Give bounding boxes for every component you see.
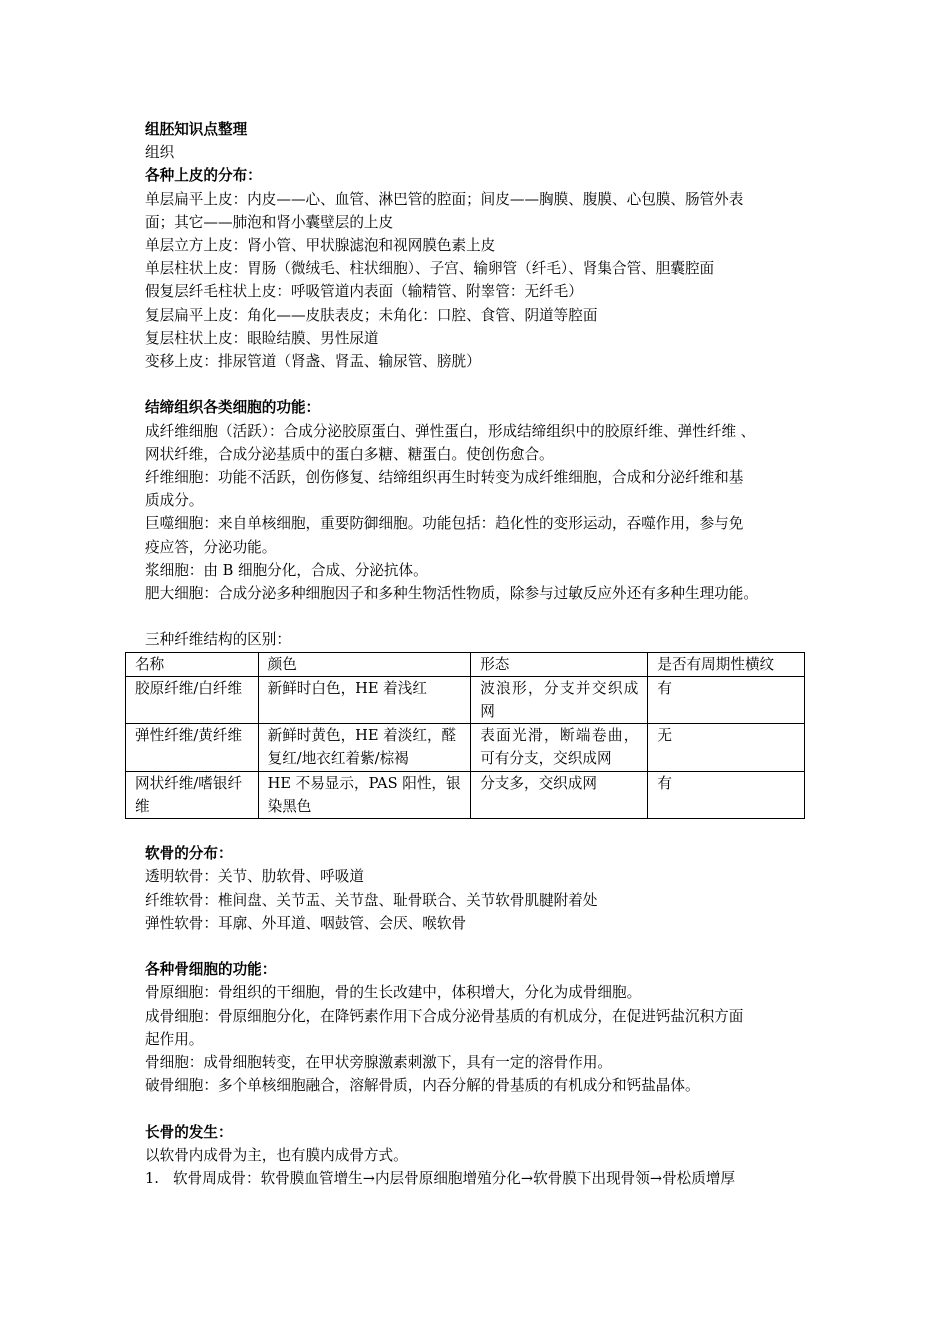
blank-line xyxy=(145,373,810,396)
table-cell: 表面光滑，断端卷曲，可有分支，交织成网 xyxy=(471,724,648,771)
table-header-cell: 颜色 xyxy=(258,652,471,676)
text-line: 纤维细胞：功能不活跃，创伤修复、结缔组织再生时转变为成纤维细胞，合成和分泌纤维和基 xyxy=(145,469,744,487)
document-body xyxy=(135,118,810,1190)
list-item-text: 软骨周成骨：软骨膜血管增生→内层骨原细胞增殖分化→软骨膜下出现骨领→骨松质增厚 xyxy=(173,1170,736,1188)
text-line: 浆细胞：由 B 细胞分化，合成、分泌抗体。 xyxy=(145,561,428,579)
table-cell: 无 xyxy=(648,724,805,771)
connective-heading: 结缔组织各类细胞的功能： xyxy=(145,399,321,417)
text-line: 骨原细胞：骨组织的干细胞，骨的生长改建中，体积增大，分化为成骨细胞。 xyxy=(145,984,642,1002)
table-header-row xyxy=(126,652,805,676)
table-header-cell: 名称 xyxy=(126,652,259,676)
table-row xyxy=(126,724,805,771)
cartilage-lines xyxy=(145,865,810,935)
fiber-comparison-table xyxy=(125,652,805,819)
blank-line xyxy=(145,819,810,842)
table-caption: 三种纤维结构的区别： xyxy=(145,631,291,649)
table-cell: 弹性纤维/黄纤维 xyxy=(126,724,259,771)
text-line: 纤维软骨：椎间盘、关节盂、关节盘、耻骨联合、关节软骨肌腱附着处 xyxy=(145,891,598,909)
blank-line xyxy=(145,1097,810,1120)
long-bone-heading: 长骨的发生： xyxy=(145,1123,233,1141)
text-line: 质成分。 xyxy=(145,492,204,510)
epithelium-heading: 各种上皮的分布： xyxy=(145,167,262,185)
text-line: 网状纤维，合成分泌基质中的蛋白多糖、糖蛋白。使创伤愈合。 xyxy=(145,445,554,463)
text-line: 透明软骨：关节、肋软骨、呼吸道 xyxy=(145,868,364,886)
table-cell: 胶原纤维/白纤维 xyxy=(126,676,259,723)
text-line: 变移上皮：排尿管道（肾盏、肾盂、输尿管、膀胱） xyxy=(145,353,481,371)
table-cell: 分支多，交织成网 xyxy=(471,771,648,818)
list-item xyxy=(145,1167,810,1190)
text-line: 单层柱状上皮：胃肠（微绒毛、柱状细胞）、子宫、输卵管（纤毛）、肾集合管、胆囊腔面 xyxy=(145,260,715,278)
text-line: 面；其它——肺泡和肾小囊壁层的上皮 xyxy=(145,213,394,231)
text-line: 弹性软骨：耳廓、外耳道、咽鼓管、会厌、喉软骨 xyxy=(145,914,467,932)
text-line: 疫应答，分泌功能。 xyxy=(145,538,277,556)
table-header-cell: 形态 xyxy=(471,652,648,676)
table-cell: 网状纤维/嗜银纤维 xyxy=(126,771,259,818)
text-line: 单层立方上皮：肾小管、甲状腺滤泡和视网膜色素上皮 xyxy=(145,237,496,255)
bone-cells-lines xyxy=(145,981,810,1097)
text-line: 起作用。 xyxy=(145,1030,204,1048)
text-line: 假复层纤毛柱状上皮：呼吸管道内表面（输精管、附睾管：无纤毛） xyxy=(145,283,583,301)
text-line: 复层扁平上皮：角化——皮肤表皮；未角化：口腔、食管、阴道等腔面 xyxy=(145,306,598,324)
cartilage-heading: 软骨的分布： xyxy=(145,845,233,863)
section-title: 组织 xyxy=(145,144,175,162)
text-line: 单层扁平上皮：内皮——心、血管、淋巴管的腔面；间皮——胸膜、腹膜、心包膜、肠管外表 xyxy=(145,190,744,208)
blank-line xyxy=(145,605,810,628)
table-row xyxy=(126,676,805,723)
text-line: 骨细胞：成骨细胞转变，在甲状旁腺激素刺激下，具有一定的溶骨作用。 xyxy=(145,1054,613,1072)
text-line: 破骨细胞：多个单核细胞融合，溶解骨质，内吞分解的骨基质的有机成分和钙盐晶体。 xyxy=(145,1077,700,1095)
blank-line xyxy=(145,935,810,958)
table-cell: 有 xyxy=(648,771,805,818)
list-item-number: 1. xyxy=(145,1170,159,1188)
table-header-cell: 是否有周期性横纹 xyxy=(648,652,805,676)
text-line: 成纤维细胞（活跃）：合成分泌胶原蛋白、弹性蛋白，形成结缔组织中的胶原纤维、弹性纤维 、 xyxy=(145,422,756,440)
text-line: 成骨细胞：骨原细胞分化，在降钙素作用下合成分泌骨基质的有机成分，在促进钙盐沉积方面 xyxy=(145,1007,744,1025)
document-title: 组胚知识点整理 xyxy=(145,121,248,138)
bone-cells-heading: 各种骨细胞的功能： xyxy=(145,961,277,979)
connective-lines xyxy=(145,420,810,606)
table-cell: 有 xyxy=(648,676,805,723)
text-line: 肥大细胞：合成分泌多种细胞因子和多种生物活性物质，除参与过敏反应外还有多种生理功能。 xyxy=(145,585,758,603)
table-cell: 波浪形，分支并交织成网 xyxy=(471,676,648,723)
text-line: 复层柱状上皮：眼睑结膜、男性尿道 xyxy=(145,329,379,347)
table-cell: HE 不易显示，PAS 阳性，银染黑色 xyxy=(258,771,471,818)
epithelium-lines xyxy=(145,188,810,374)
text-line: 巨噬细胞：来自单核细胞，重要防御细胞。功能包括：趋化性的变形运动，吞噬作用，参与免 xyxy=(145,515,744,533)
long-bone-intro: 以软骨内成骨为主，也有膜内成骨方式。 xyxy=(145,1146,408,1164)
table-row xyxy=(126,771,805,818)
table-cell: 新鲜时黄色，HE 着淡红，醛复红/地衣红着紫/棕褐 xyxy=(258,724,471,771)
table-cell: 新鲜时白色，HE 着浅红 xyxy=(258,676,471,723)
